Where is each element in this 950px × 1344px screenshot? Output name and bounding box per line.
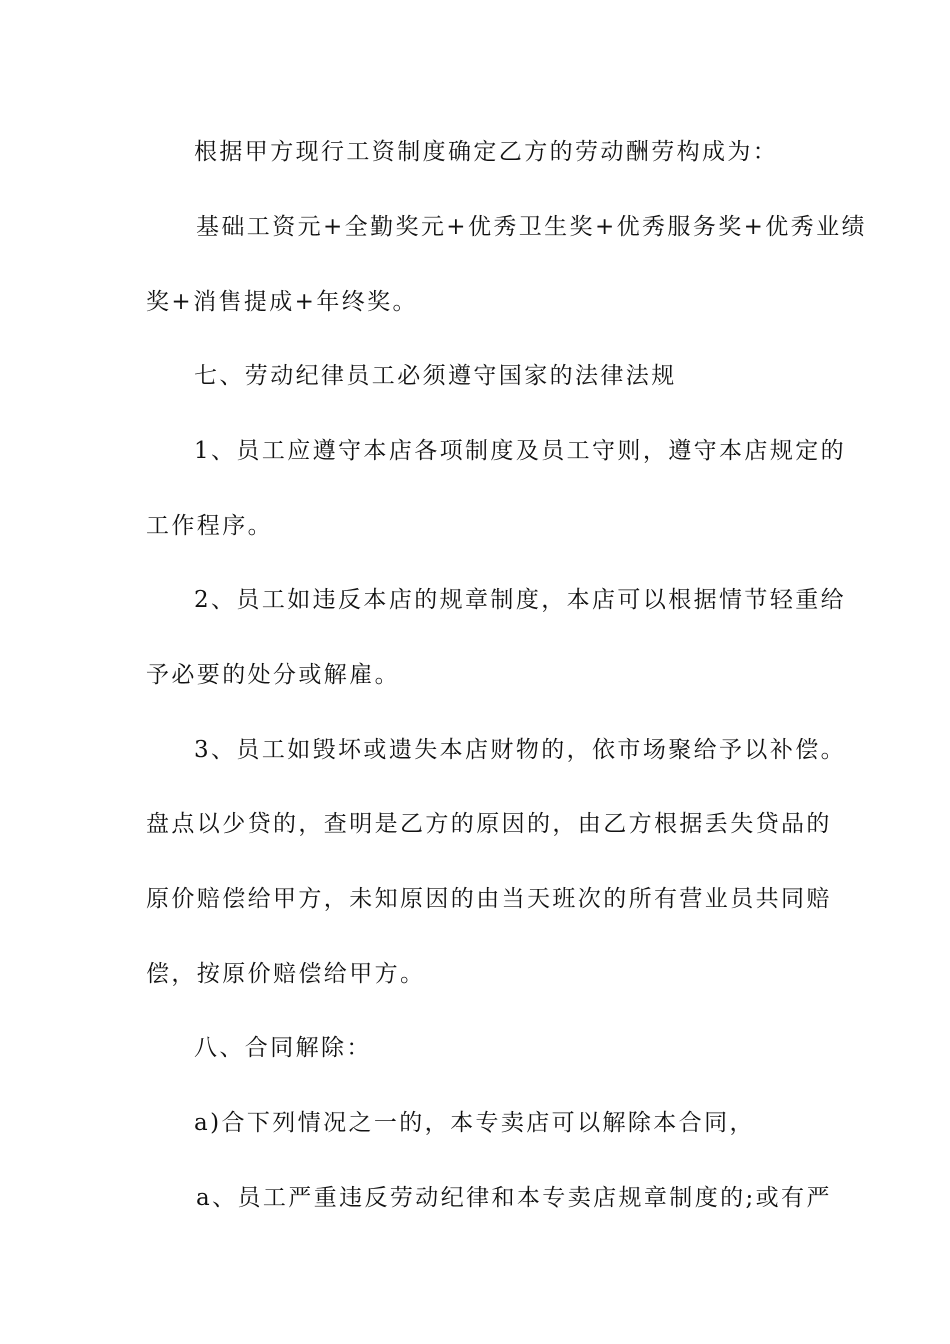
paragraph-line: 工作程序。 <box>146 513 273 539</box>
paragraph-line: 根据甲方现行工资制度确定乙方的劳动酬劳构成为： <box>194 139 779 165</box>
paragraph-line: 奖+消售提成+年终奖。 <box>146 289 418 315</box>
paragraph-line: 1、员工应遵守本店各项制度及员工守则，遵守本店规定的 <box>194 438 847 464</box>
paragraph-line: 偿，按原价赔偿给甲方。 <box>146 961 426 987</box>
paragraph-line: 盘点以少贷的，查明是乙方的原因的，由乙方根据丢失贷品的 <box>146 811 832 837</box>
paragraph-line: a、员工严重违反劳动纪律和本专卖店规章制度的;或有严 <box>196 1185 832 1211</box>
paragraph-line: 原价赔偿给甲方，未知原因的由当天班次的所有营业员共同赔 <box>146 886 832 912</box>
paragraph-line: a)合下列情况之一的，本专卖店可以解除本合同， <box>194 1110 755 1136</box>
section-heading: 七、劳动纪律员工必须遵守国家的法律法规 <box>194 363 677 389</box>
section-heading: 八、合同解除： <box>194 1035 372 1061</box>
paragraph-line: 2、员工如违反本店的规章制度，本店可以根据情节轻重给 <box>194 587 847 613</box>
paragraph-line: 3、员工如毁坏或遗失本店财物的，依市场聚给予以补偿。 <box>194 737 847 763</box>
paragraph-line: 基础工资元+全勤奖元+优秀卫生奖+优秀服务奖+优秀业绩 <box>196 214 867 240</box>
paragraph-line: 予必要的处分或解雇。 <box>146 662 400 688</box>
